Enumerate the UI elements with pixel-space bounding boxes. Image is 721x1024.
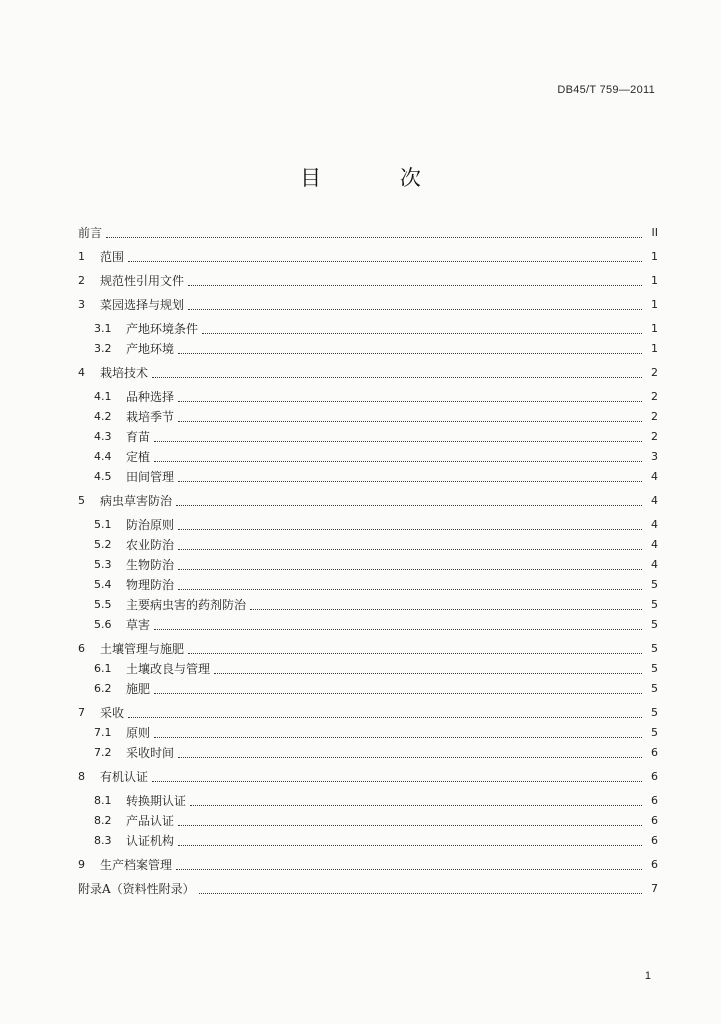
toc-entry-number: 4.3 (94, 430, 112, 443)
toc-leader-dots (178, 844, 642, 846)
toc-leader-dots (178, 548, 642, 550)
toc-entry[interactable] (78, 576, 658, 594)
toc-entry[interactable] (78, 660, 658, 678)
toc-entry-number: 7 (78, 706, 85, 719)
toc-entry[interactable] (78, 468, 658, 486)
toc-entry-number: 5 (78, 494, 85, 507)
toc-entry-page: 7 (651, 882, 658, 895)
toc-entry-title: 范围 (100, 250, 125, 264)
toc-entry-number: 5.6 (94, 618, 112, 631)
toc-entry[interactable] (78, 536, 658, 554)
toc-leader-dots (178, 480, 642, 482)
toc-entry[interactable] (78, 556, 658, 574)
standard-code: DB45/T 759—2011 (557, 84, 655, 96)
toc-entry-title: 物理防治 (126, 578, 175, 592)
toc-entry-title: 定植 (126, 450, 151, 464)
toc-leader-dots (178, 824, 642, 826)
toc-leader-dots (188, 284, 642, 286)
toc-entry[interactable] (78, 724, 658, 742)
toc-entry[interactable] (78, 492, 658, 510)
toc-entry-page: 5 (651, 662, 658, 675)
toc-entry-number: 5.4 (94, 578, 112, 591)
toc-entry-page: 4 (651, 518, 658, 531)
toc-entry-page: 4 (651, 494, 658, 507)
toc-entry-number: 9 (78, 858, 85, 871)
toc-entry-page: 6 (651, 794, 658, 807)
toc-entry-number: 6 (78, 642, 85, 655)
toc-entry-title: 附录A（资料性附录） (78, 882, 195, 896)
toc-entry-page: 5 (651, 578, 658, 591)
toc-leader-dots (106, 236, 642, 238)
toc-leader-dots (178, 400, 642, 402)
toc-entry-number: 6.2 (94, 682, 112, 695)
toc-leader-dots (176, 868, 642, 870)
toc-entry-title: 菜园选择与规划 (100, 298, 185, 312)
toc-entry-title: 农业防治 (126, 538, 175, 552)
toc-entry-page: 6 (651, 834, 658, 847)
toc-entry-number: 8.2 (94, 814, 112, 827)
toc-entry-number: 8.1 (94, 794, 112, 807)
toc-entry[interactable] (78, 296, 658, 314)
toc-entry-title: 转换期认证 (126, 794, 187, 808)
toc-entry[interactable] (78, 616, 658, 634)
toc-entry[interactable] (78, 272, 658, 290)
toc-entry-title: 病虫草害防治 (100, 494, 173, 508)
toc-leader-dots (128, 716, 642, 718)
toc-entry-page: 5 (651, 642, 658, 655)
toc-entry-page: 4 (651, 558, 658, 571)
toc-entry-number: 5.3 (94, 558, 112, 571)
toc-leader-dots (188, 308, 642, 310)
toc-leader-dots (178, 420, 642, 422)
toc-entry-number: 4.4 (94, 450, 112, 463)
toc-leader-dots (178, 352, 642, 354)
toc-entry[interactable] (78, 388, 658, 406)
toc-entry-number: 1 (78, 250, 85, 263)
toc-entry-page: 1 (651, 250, 658, 263)
toc-title: 目 次 (300, 166, 457, 190)
toc-entry-title: 品种选择 (126, 390, 175, 404)
toc-entry-title: 采收时间 (126, 746, 175, 760)
toc-entry-page: 2 (651, 430, 658, 443)
toc-entry-page: 2 (651, 410, 658, 423)
toc-entry-title: 认证机构 (126, 834, 175, 848)
toc-entry-number: 4.2 (94, 410, 112, 423)
toc-leader-dots (154, 460, 642, 462)
toc-entry[interactable] (78, 428, 658, 446)
toc-entry[interactable] (78, 640, 658, 658)
toc-entry-number: 5.5 (94, 598, 112, 611)
toc-entry[interactable] (78, 516, 658, 534)
toc-leader-dots (178, 756, 642, 758)
toc-entry[interactable] (78, 680, 658, 698)
toc-entry-title: 施肥 (126, 682, 151, 696)
toc-entry-number: 5.1 (94, 518, 112, 531)
toc-entry-title: 田间管理 (126, 470, 175, 484)
toc-entry-number: 3.2 (94, 342, 112, 355)
toc-entry-number: 2 (78, 274, 85, 287)
toc-entry-title: 生产档案管理 (100, 858, 173, 872)
toc-entry-title: 产地环境条件 (126, 322, 199, 336)
toc-entry[interactable] (78, 704, 658, 722)
toc-entry[interactable] (78, 320, 658, 338)
toc-entry-title: 采收 (100, 706, 125, 720)
toc-entry-title: 产品认证 (126, 814, 175, 828)
toc-entry-number: 4.5 (94, 470, 112, 483)
toc-leader-dots (202, 332, 642, 334)
toc-leader-dots (154, 736, 642, 738)
toc-entry[interactable] (78, 248, 658, 266)
toc-entry-page: 2 (651, 366, 658, 379)
toc-leader-dots (214, 672, 642, 674)
toc-entry-page: II (651, 226, 658, 239)
toc-entry-page: 1 (651, 298, 658, 311)
toc-leader-dots (178, 588, 642, 590)
toc-entry-page: 6 (651, 858, 658, 871)
toc-entry-number: 4 (78, 366, 85, 379)
toc-entry-title: 草害 (126, 618, 151, 632)
toc-leader-dots (188, 652, 642, 654)
toc-leader-dots (128, 260, 642, 262)
toc-entry-page: 2 (651, 390, 658, 403)
toc-leader-dots (176, 504, 642, 506)
toc-entry-title: 育苗 (126, 430, 151, 444)
toc-leader-dots (152, 376, 642, 378)
toc-entry-page: 5 (651, 598, 658, 611)
toc-entry-page: 4 (651, 538, 658, 551)
toc-entry[interactable] (78, 768, 658, 786)
toc-entry-title: 主要病虫害的药剂防治 (126, 598, 247, 612)
toc-entry[interactable] (78, 856, 658, 874)
toc-entry-number: 5.2 (94, 538, 112, 551)
toc-leader-dots (154, 440, 642, 442)
toc-entry[interactable] (78, 596, 658, 614)
toc-entry[interactable] (78, 364, 658, 382)
toc-entry-title: 产地环境 (126, 342, 175, 356)
toc-leader-dots (250, 608, 642, 610)
toc-entry[interactable] (78, 408, 658, 426)
toc-entry[interactable] (78, 812, 658, 830)
toc-entry-title: 原则 (126, 726, 151, 740)
toc-entry-title: 土壤管理与施肥 (100, 642, 185, 656)
toc-leader-dots (178, 528, 642, 530)
toc-entry-number: 7.2 (94, 746, 112, 759)
toc-entry-title: 有机认证 (100, 770, 149, 784)
toc-entry-number: 8.3 (94, 834, 112, 847)
toc-entry[interactable] (78, 224, 658, 242)
toc-entry-page: 6 (651, 814, 658, 827)
toc-entry-page: 4 (651, 470, 658, 483)
toc-entry-number: 6.1 (94, 662, 112, 675)
toc-entry-title: 栽培季节 (126, 410, 175, 424)
toc-entry-page: 3 (651, 450, 658, 463)
toc-entry[interactable] (78, 744, 658, 762)
toc-entry[interactable] (78, 792, 658, 810)
toc-entry-title: 生物防治 (126, 558, 175, 572)
toc-entry-title: 土壤改良与管理 (126, 662, 211, 676)
toc-entry-title: 前言 (78, 226, 103, 240)
toc-entry-number: 7.1 (94, 726, 112, 739)
toc-entry-number: 3 (78, 298, 85, 311)
toc-leader-dots (190, 804, 642, 806)
toc-entry[interactable] (78, 340, 658, 358)
toc-entry-number: 4.1 (94, 390, 112, 403)
toc-entry-number: 8 (78, 770, 85, 783)
toc-entry-page: 6 (651, 746, 658, 759)
toc-entry-page: 1 (651, 274, 658, 287)
toc-entry[interactable] (78, 832, 658, 850)
toc-entry[interactable] (78, 880, 658, 898)
toc-entry[interactable] (78, 448, 658, 466)
page-number: 1 (644, 970, 651, 982)
toc-entry-page: 1 (651, 322, 658, 335)
toc-entry-page: 5 (651, 618, 658, 631)
toc-leader-dots (178, 568, 642, 570)
toc-entry-page: 1 (651, 342, 658, 355)
toc-entry-title: 规范性引用文件 (100, 274, 185, 288)
toc-entry-page: 6 (651, 770, 658, 783)
toc-entry-title: 防治原则 (126, 518, 175, 532)
toc-leader-dots (199, 892, 642, 894)
toc-entry-page: 5 (651, 726, 658, 739)
toc-leader-dots (154, 628, 642, 630)
toc-leader-dots (152, 780, 642, 782)
toc-entry-page: 5 (651, 706, 658, 719)
toc-entry-number: 3.1 (94, 322, 112, 335)
toc-entry-page: 5 (651, 682, 658, 695)
toc-leader-dots (154, 692, 642, 694)
toc-entry-title: 栽培技术 (100, 366, 149, 380)
